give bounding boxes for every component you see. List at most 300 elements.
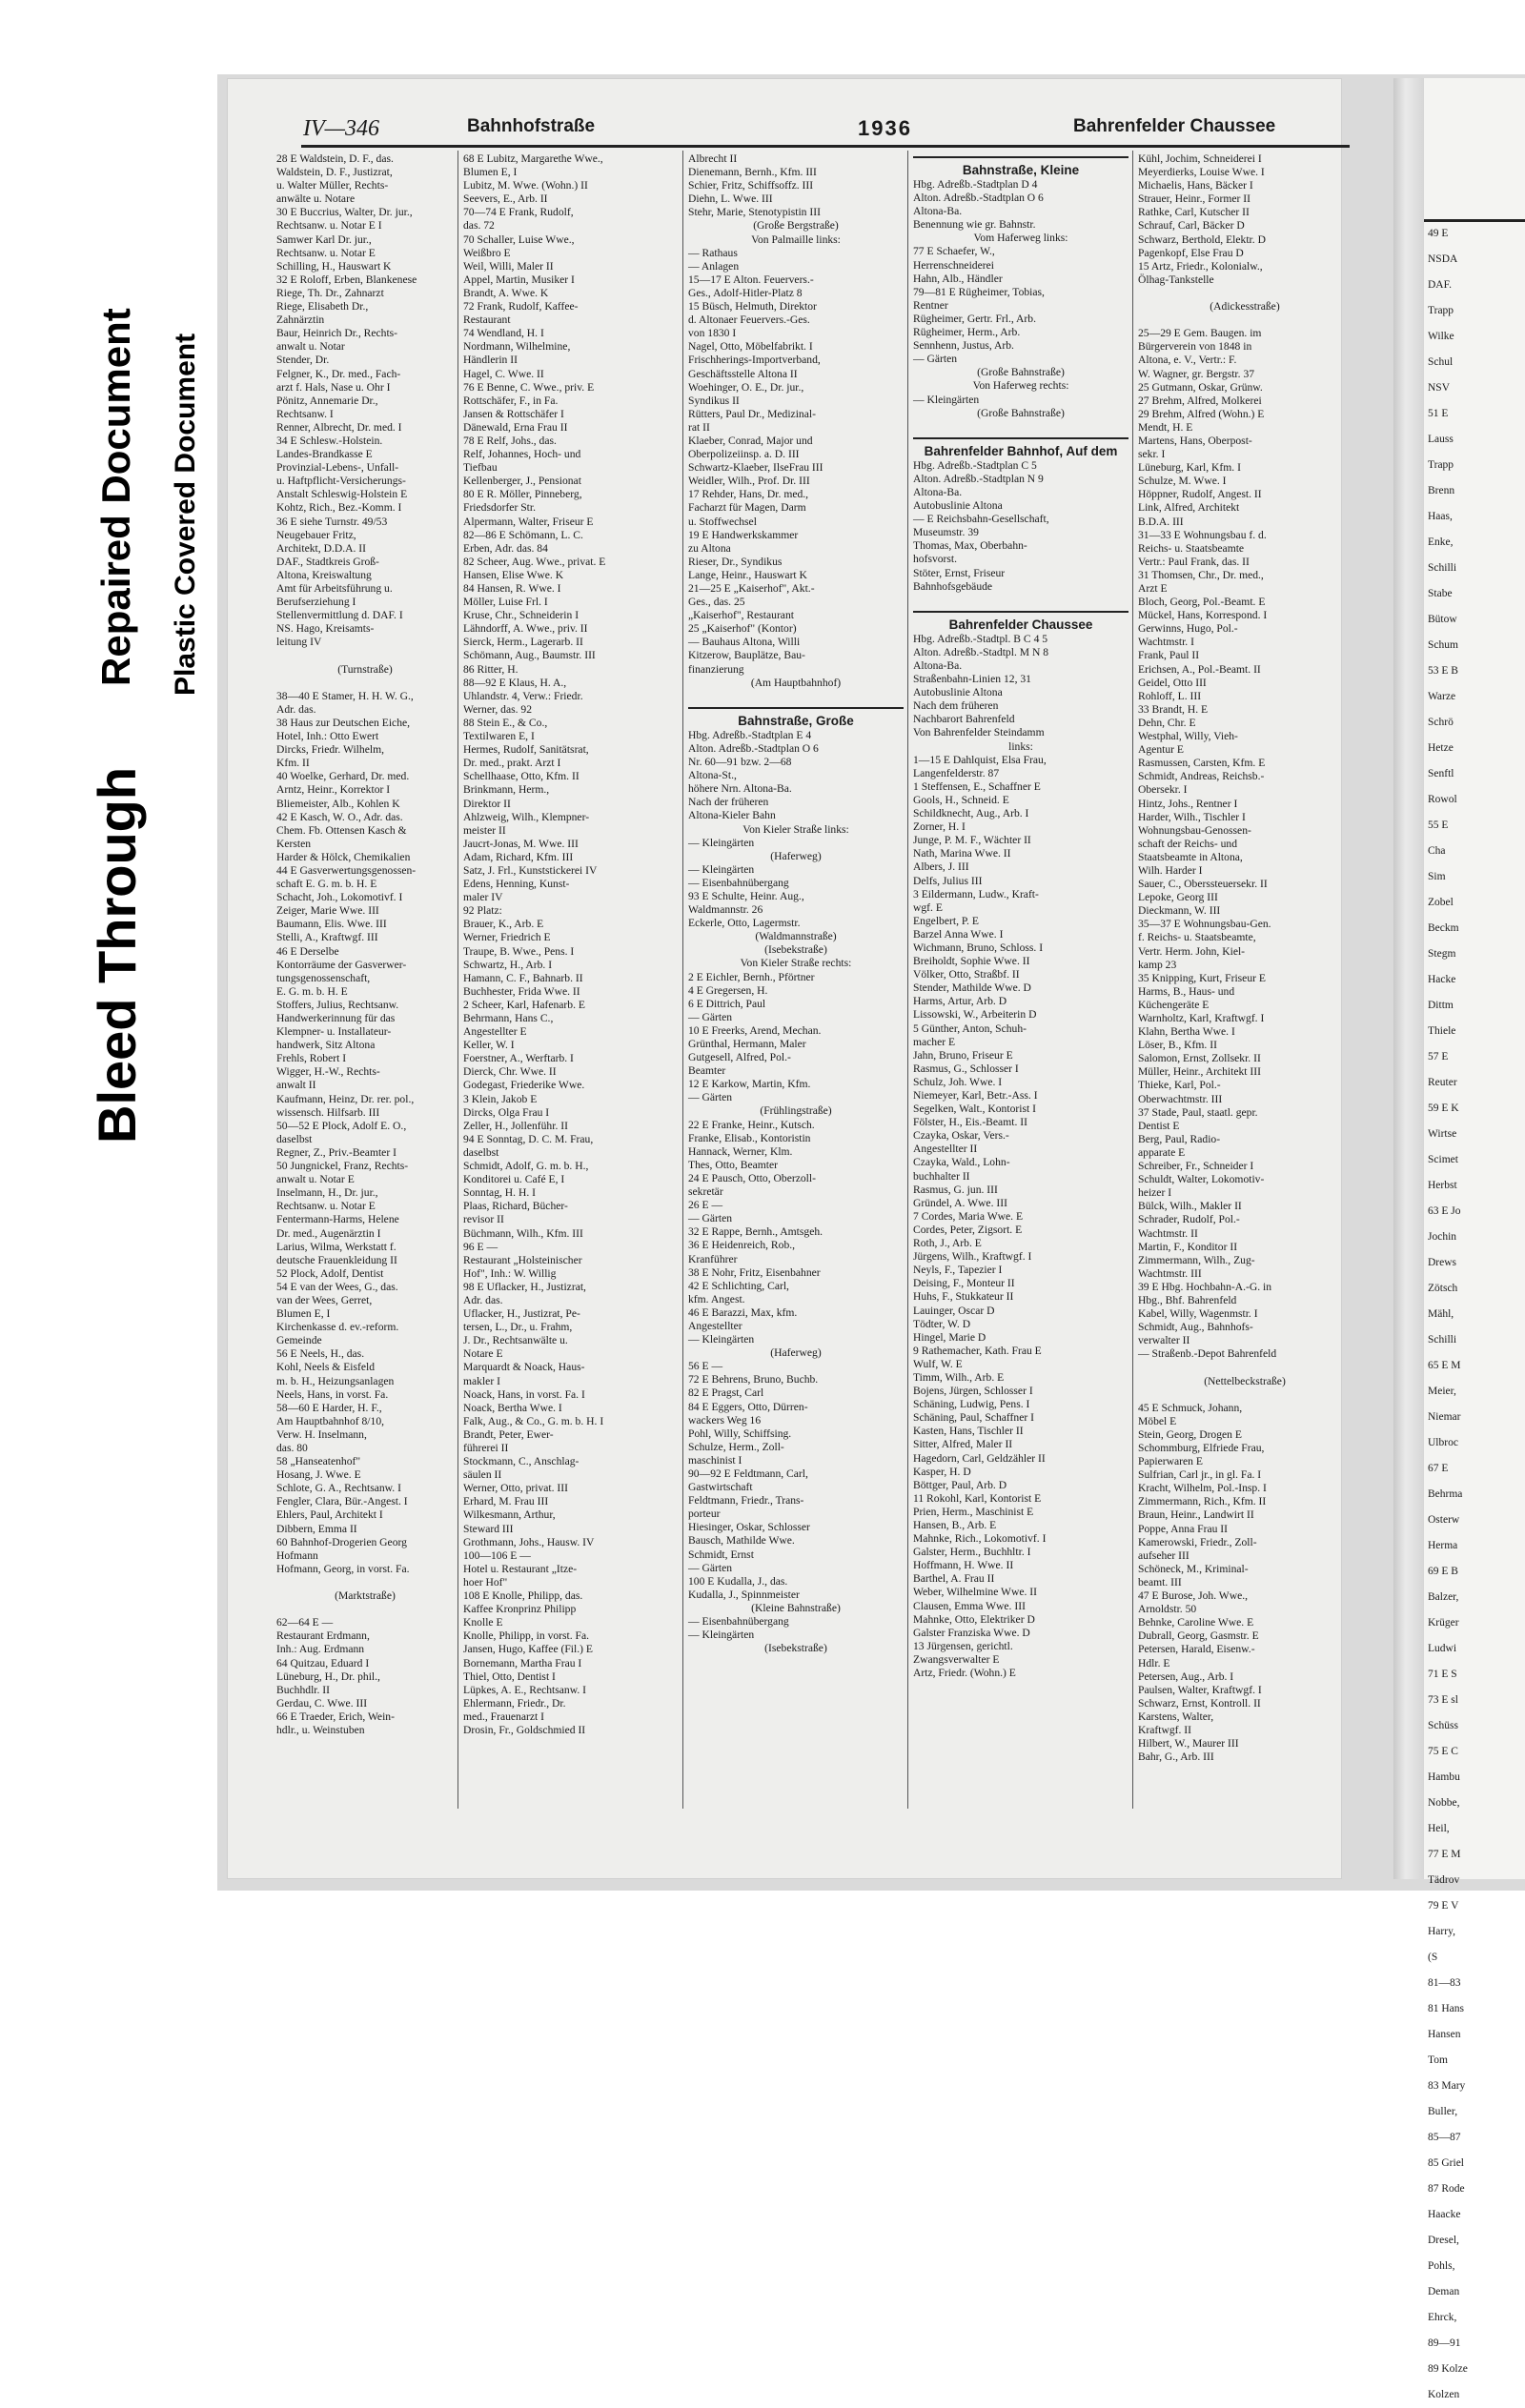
- entry-line: 62—64 E —: [276, 1616, 334, 1629]
- entry-line: — Kleingärten: [688, 1629, 755, 1642]
- entry-line: Petersen, Aug., Arb. I: [1138, 1669, 1234, 1683]
- entry-line: führerei II: [463, 1442, 509, 1454]
- entry-line: Petersen, Harald, Eisenw.-: [1138, 1643, 1255, 1656]
- entry-line: Seevers, E., Arb. II: [463, 192, 548, 206]
- entry-line: Martens, Hans, Oberpost-: [1138, 434, 1252, 447]
- entry-line: 58 „Hanseatenhof": [276, 1455, 361, 1468]
- entry-line: Pagenkopf, Else Frau D: [1138, 246, 1244, 259]
- entry-line: von 1830 I: [688, 327, 737, 340]
- facing-page-line: Warze: [1428, 691, 1456, 702]
- entry-line: 100 E Kudalla, J., das.: [688, 1574, 788, 1588]
- entry-line: — Gärten: [688, 1010, 733, 1023]
- entry-line: tersen, L., Dr., u. Frahm,: [463, 1321, 573, 1334]
- entry-line: Vom Haferweg links:: [973, 232, 1068, 245]
- entry-line: Schäning, Ludwig, Pens. I: [913, 1398, 1030, 1411]
- facing-page-line: Herma: [1428, 1540, 1458, 1551]
- entry-line: Jansen & Rottschäfer I: [463, 407, 564, 420]
- directory-column-4: [913, 152, 1128, 1811]
- entry-line: 68 E Lubitz, Margarethe Wwe.,: [463, 152, 603, 165]
- entry-line: 94 E Sonntag, D. C. M. Frau,: [463, 1132, 594, 1145]
- entry-line: 25 Gutmann, Oskar, Grünw.: [1138, 380, 1263, 394]
- entry-line: Stockmann, C., Anschlag-: [463, 1455, 580, 1468]
- facing-page-line: 69 E B: [1428, 1566, 1458, 1577]
- entry-line: Jürgens, Wilh., Kraftwgf. I: [913, 1250, 1032, 1264]
- entry-line: Larius, Wilma, Werkstatt f.: [276, 1240, 396, 1253]
- entry-line: 79—81 E Rügheimer, Tobias,: [913, 285, 1045, 298]
- entry-line: Neels, Hans, in vorst. Fa.: [276, 1387, 389, 1401]
- entry-line: (Am Hauptbahnhof): [750, 676, 842, 689]
- entry-line: Völker, Otto, Straßbf. II: [913, 968, 1020, 981]
- entry-line: Restaurant Erdmann,: [276, 1629, 370, 1643]
- facing-page-line: Wirtse: [1428, 1128, 1457, 1140]
- facing-page-line: 73 E sl: [1428, 1694, 1458, 1706]
- entry-line: Artz, Friedr. (Wohn.) E: [913, 1667, 1016, 1680]
- entry-line: Kirchenkasse d. ev.-reform.: [276, 1321, 399, 1334]
- entry-line: Kamerowski, Friedr., Zoll-: [1138, 1535, 1257, 1548]
- entry-line: Schrauf, Carl, Bäcker D: [1138, 219, 1245, 233]
- bleed-through-label: Bleed Through: [87, 766, 147, 1143]
- entry-line: Weidler, Wilh., Prof. Dr. III: [688, 475, 810, 488]
- column-divider: [682, 151, 683, 1809]
- facing-page-line: Lauss: [1428, 434, 1454, 445]
- entry-line: Hbg., Bhf. Bahrenfeld: [1138, 1293, 1237, 1306]
- entry-line: 29 Brehm, Alfred (Wohn.) E: [1138, 407, 1265, 420]
- entry-line: Falk, Aug., & Co., G. m. b. H. I: [463, 1414, 604, 1427]
- entry-line: Schildknecht, Aug., Arb. I: [913, 807, 1029, 820]
- directory-column-1: [276, 152, 454, 1811]
- entry-line: finanzierung: [688, 662, 744, 676]
- entry-line: Lähndorff, A. Wwe., priv. II: [463, 622, 588, 636]
- facing-page-line: Hetze: [1428, 742, 1454, 754]
- facing-page-line: Haacke: [1428, 2209, 1461, 2220]
- entry-line: Erben, Adr. das. 84: [463, 541, 548, 555]
- entry-line: 2 E Eichler, Bernh., Pförtner: [688, 970, 815, 983]
- entry-line: Warnholtz, Karl, Kraftwgf. I: [1138, 1012, 1265, 1024]
- entry-line: Kfm. II: [276, 757, 310, 770]
- entry-line: — Eisenbahnübergang: [688, 1615, 789, 1629]
- entry-line: Eckerle, Otto, Lagermstr.: [688, 917, 801, 930]
- entry-line: Deising, F., Monteur II: [913, 1277, 1015, 1290]
- entry-line: 25 „Kaiserhof" (Kontor): [688, 622, 797, 636]
- entry-line: [688, 690, 904, 703]
- entry-line: Bürgerverein von 1848 in: [1138, 340, 1252, 354]
- facing-page-line: Osterw: [1428, 1514, 1460, 1526]
- entry-line: Dieckmann, W. III: [1138, 904, 1221, 918]
- entry-line: „Kaiserhof", Restaurant: [688, 609, 794, 622]
- entry-line: Dr. med., prakt. Arzt I: [463, 757, 561, 770]
- entry-line: — Straßenb.-Depot Bahrenfeld: [1138, 1347, 1277, 1361]
- entry-line: Mendt, H. E: [1138, 420, 1193, 434]
- entry-line: Dubrall, Georg, Gasmstr. E: [1138, 1629, 1259, 1643]
- entry-line: Nachbarort Bahrenfeld: [913, 713, 1015, 726]
- entry-line: Geidel, Otto III: [1138, 676, 1207, 689]
- entry-line: 50—52 E Plock, Adolf E. O.,: [276, 1119, 407, 1132]
- entry-line: W. Wagner, gr. Bergstr. 37: [1138, 367, 1255, 380]
- entry-line: anwälte u. Notare: [276, 192, 356, 206]
- entry-line: Meyerdierks, Louise Wwe. I: [1138, 166, 1265, 179]
- entry-line: 54 E van der Wees, G., das.: [276, 1280, 398, 1293]
- entry-line: Hagel, C. Wwe. II: [463, 367, 544, 380]
- entry-line: rat II: [688, 420, 710, 434]
- entry-line: Breiholdt, Sophie Wwe. II: [913, 955, 1030, 968]
- entry-line: Clausen, Emma Wwe. III: [913, 1599, 1026, 1612]
- entry-line: Grünthal, Hermann, Maler: [688, 1038, 806, 1050]
- entry-line: Müller, Heinr., Architekt III: [1138, 1065, 1261, 1079]
- entry-line: [276, 677, 454, 690]
- entry-line: Sonntag, H. H. I: [463, 1186, 536, 1200]
- entry-line: Schommburg, Elfriede Frau,: [1138, 1442, 1265, 1454]
- entry-line: [1138, 1388, 1352, 1402]
- entry-line: 50 Jungnickel, Franz, Rechts-: [276, 1160, 409, 1173]
- entry-line: Schreiber, Fr., Schneider I: [1138, 1160, 1254, 1173]
- entry-line: Brinkmann, Herm.,: [463, 783, 550, 797]
- entry-line: Herrenschneiderei: [913, 258, 994, 272]
- entry-line: Wilkesmann, Arthur,: [463, 1508, 556, 1522]
- entry-line: Altona-Ba.: [913, 659, 963, 672]
- facing-page-line: Stegm: [1428, 948, 1456, 960]
- entry-line: 98 E Uflacker, H., Justizrat,: [463, 1280, 586, 1293]
- facing-page-line: 85 Griel: [1428, 2157, 1465, 2169]
- entry-line: Pohl, Willy, Schiffsing.: [688, 1427, 792, 1440]
- last-street-heading: Bahrenfelder Chaussee: [1073, 116, 1276, 136]
- entry-line: Erichsen, A., Pol.-Beamt. II: [1138, 662, 1261, 676]
- entry-line: Thomas, Max, Oberbahn-: [913, 539, 1027, 553]
- entry-line: Hansen, Elise Wwe. K: [463, 568, 564, 581]
- entry-line: Riege, Elisabeth Dr.,: [276, 300, 369, 314]
- facing-page-line: 57 E: [1428, 1051, 1449, 1062]
- entry-line: das. 80: [276, 1442, 308, 1454]
- entry-line: Kersten: [276, 837, 312, 850]
- entry-line: Adr. das.: [463, 1293, 503, 1306]
- entry-line: Syndikus II: [688, 394, 740, 407]
- entry-line: Schmidt, Adolf, G. m. b. H.,: [463, 1160, 589, 1173]
- entry-line: Schwartz, H., Arb. I: [463, 958, 553, 971]
- street-rule: [913, 437, 1128, 439]
- entry-line: 25—29 E Gem. Baugen. im: [1138, 327, 1262, 340]
- facing-page-line: Krüger: [1428, 1617, 1459, 1629]
- entry-line: (Große Bergstraße): [753, 219, 839, 233]
- entry-line: Kasten, Hans, Tischler II: [913, 1425, 1024, 1438]
- entry-line: Am Hauptbahnhof 8/10,: [276, 1414, 385, 1427]
- facing-page-line: Tom: [1428, 2054, 1448, 2066]
- entry-line: Kohl, Neels & Eisfeld: [276, 1361, 376, 1374]
- entry-line: Gründel, A. Wwe. III: [913, 1196, 1007, 1209]
- entry-line: Kühl, Jochim, Schneiderei I: [1138, 152, 1262, 165]
- entry-line: wgf. E: [913, 900, 943, 914]
- entry-line: 82 Scheer, Aug. Wwe., privat. E: [463, 555, 606, 568]
- entry-line: Büchmann, Wilh., Kfm. III: [463, 1226, 583, 1240]
- entry-line: Lubitz, M. Wwe. (Wohn.) II: [463, 179, 588, 192]
- entry-line: Papierwaren E: [1138, 1455, 1203, 1468]
- entry-line: Altona-Kieler Bahn: [688, 809, 776, 822]
- entry-line: Poppe, Anna Frau II: [1138, 1522, 1229, 1535]
- entry-line: maler IV: [463, 891, 503, 904]
- entry-line: Czayka, Oskar, Vers.-: [913, 1129, 1009, 1143]
- entry-line: Altona, e. V., Vertr.: F.: [1138, 354, 1237, 367]
- entry-line: Rechtsanw. u. Notar E: [276, 246, 376, 259]
- entry-line: Bliemeister, Alb., Kohlen K: [276, 797, 400, 810]
- entry-line: Wigger, H.-W., Rechts-: [276, 1065, 380, 1079]
- entry-line: 47 E Burose, Joh. Wwe.,: [1138, 1589, 1249, 1603]
- entry-line: Woehinger, O. E., Dr. jur.,: [688, 380, 804, 394]
- entry-line: 96 E —: [463, 1240, 498, 1253]
- entry-line: 2 Scheer, Karl, Hafenarb. E: [463, 998, 585, 1011]
- entry-line: — Anlagen: [688, 259, 740, 273]
- entry-line: Werner, das. 92: [463, 702, 533, 716]
- entry-line: Ahlzweig, Wilh., Klempner-: [463, 810, 590, 823]
- entry-line: revisor II: [463, 1213, 504, 1226]
- facing-page-line: 83 Mary: [1428, 2080, 1466, 2092]
- entry-line: Gerdau, C. Wwe. III: [276, 1696, 368, 1710]
- entry-line: hdlr., u. Weinstuben: [276, 1723, 365, 1736]
- entry-line: Werner, Otto, privat. III: [463, 1482, 568, 1495]
- entry-line: 31 Thomsen, Chr., Dr. med.,: [1138, 568, 1264, 581]
- entry-line: Stellenvermittlung d. DAF. I: [276, 609, 403, 622]
- entry-line: Friedsdorfer Str.: [463, 501, 536, 515]
- entry-line: Neugebauer Fritz,: [276, 528, 356, 541]
- facing-page-line: 89—91: [1428, 2337, 1461, 2349]
- facing-page-line: Drews: [1428, 1257, 1457, 1268]
- facing-page-line: Schul: [1428, 356, 1454, 368]
- entry-line: Kaffee Kronprinz Philipp: [463, 1603, 577, 1616]
- entry-line: Fentermann-Harms, Helene: [276, 1213, 399, 1226]
- entry-line: Rechtsanw. I: [276, 407, 334, 420]
- entry-line: 42 E Schlichting, Carl,: [688, 1279, 789, 1292]
- entry-line: Nagel, Otto, Möbelfabrikt. I: [688, 340, 813, 354]
- repaired-document-label: Repaired Document: [93, 308, 138, 686]
- facing-page-line: Cha: [1428, 845, 1446, 857]
- entry-line: (Isebekstraße): [764, 943, 827, 957]
- entry-line: schaft E. G. m. b. H. E: [276, 878, 377, 891]
- entry-line: aufseher III: [1138, 1548, 1190, 1562]
- entry-line: Jahn, Bruno, Friseur E: [913, 1048, 1013, 1062]
- facing-page-line: 79 E V: [1428, 1900, 1459, 1912]
- entry-line: Salomon, Ernst, Zollsekr. II: [1138, 1052, 1261, 1065]
- entry-line: — Kleingärten: [688, 836, 755, 849]
- entry-line: (Frühlingstraße): [760, 1104, 832, 1118]
- entry-line: Langenfelderstr. 87: [913, 766, 1000, 779]
- facing-page-line: Kolzen: [1428, 2389, 1460, 2400]
- entry-line: Zorner, H. I: [913, 820, 966, 834]
- facing-page-line: Beckm: [1428, 922, 1459, 934]
- entry-line: Feldtmann, Friedr., Trans-: [688, 1494, 804, 1508]
- entry-line: Edens, Henning, Kunst-: [463, 878, 570, 891]
- facing-page-line: Heil,: [1428, 1823, 1450, 1834]
- entry-line: 5 Günther, Anton, Schuh-: [913, 1022, 1027, 1035]
- entry-line: Weißbro E: [463, 246, 511, 259]
- entry-line: Bausch, Mathilde Wwe.: [688, 1534, 795, 1548]
- facing-page-fragment: [1424, 78, 1525, 2400]
- entry-line: Schulz, Joh. Wwe. I: [913, 1075, 1003, 1088]
- entry-line: Knolle, Philipp, in vorst. Fa.: [463, 1629, 590, 1643]
- facing-page-line: Dresel,: [1428, 2235, 1459, 2246]
- entry-line: 84 Hansen, R. Wwe. I: [463, 582, 561, 595]
- entry-line: 88 Stein E., & Co.,: [463, 716, 548, 729]
- entry-line: Fölster, H., Eis.-Beamt. II: [913, 1116, 1027, 1129]
- entry-line: Keller, W. I: [463, 1039, 515, 1052]
- book-gutter: [1393, 78, 1424, 1879]
- entry-line: Barthel, A. Frau II: [913, 1572, 995, 1586]
- entry-line: Samwer Karl Dr. jur.,: [276, 233, 372, 246]
- entry-line: Klaeber, Conrad, Major und: [688, 434, 813, 447]
- entry-line: (Isebekstraße): [764, 1642, 827, 1655]
- entry-line: Stender, Mathilde Wwe. D: [913, 981, 1031, 995]
- entry-line: Prien, Herm., Maschinist E: [913, 1505, 1034, 1518]
- entry-line: u. Stoffwechsel: [688, 515, 757, 528]
- entry-line: Hbg. Adreßb.-Stadtplan C 5: [913, 458, 1037, 472]
- entry-line: Kitzerow, Bauplätze, Bau-: [688, 649, 805, 662]
- entry-line: Stein, Georg, Drogen E: [1138, 1427, 1242, 1441]
- entry-line: meister II: [463, 823, 506, 837]
- entry-line: 86 Ritter, H.: [463, 662, 518, 676]
- entry-line: Lepoke, Georg III: [1138, 891, 1218, 904]
- entry-line: 90—92 E Feldtmann, Carl,: [688, 1467, 808, 1480]
- facing-page-line: Rowol: [1428, 794, 1457, 805]
- entry-line: 32 E Roloff, Erben, Blankenese: [276, 273, 417, 286]
- entry-line: 33 Brandt, H. E: [1138, 702, 1209, 716]
- entry-line: Hoffmann, H. Wwe. II: [913, 1559, 1014, 1572]
- entry-line: DAF., Stadtkreis Groß-: [276, 555, 379, 568]
- entry-line: Harms, B., Haus- und: [1138, 984, 1235, 998]
- facing-page-line: Stabe: [1428, 588, 1453, 599]
- entry-line: Schacht, Joh., Lokomotivf. I: [276, 891, 403, 904]
- entry-line: Sulfrian, Carl jr., in gl. Fa. I: [1138, 1468, 1262, 1482]
- entry-line: Braun, Heinr., Landwirt II: [1138, 1508, 1254, 1522]
- entry-line: Berufserziehung I: [276, 596, 356, 609]
- entry-line: Angestellter II: [913, 1143, 978, 1156]
- entry-line: Kracht, Wilhelm, Pol.-Insp. I: [1138, 1482, 1267, 1495]
- entry-line: Brandt, A. Wwe. K: [463, 286, 549, 299]
- entry-line: Hosang, J. Wwe. E: [276, 1468, 361, 1482]
- entry-line: Zahnärztin: [276, 314, 325, 327]
- entry-line: arzt f. Hals, Nase u. Ohr I: [276, 380, 391, 394]
- entry-line: Notare E: [463, 1347, 503, 1361]
- entry-line: Bahnhofsgebäude: [913, 579, 993, 593]
- entry-line: 35 Knipping, Kurt, Friseur E: [1138, 971, 1266, 984]
- entry-line: Verw. H. Inselmann,: [276, 1427, 367, 1441]
- entry-line: anwalt II: [276, 1079, 316, 1092]
- entry-line: Rügheimer, Herm., Arb.: [913, 326, 1021, 339]
- facing-page-line: 89 Kolze: [1428, 2363, 1468, 2375]
- entry-line: Baur, Heinrich Dr., Rechts-: [276, 327, 398, 340]
- entry-line: Landes-Brandkasse E: [276, 448, 373, 461]
- entry-line: Vertr.: Paul Frank, das. II: [1138, 555, 1250, 568]
- entry-line: Inselmann, H., Dr. jur.,: [276, 1186, 378, 1200]
- entry-line: Michaelis, Hans, Bäcker I: [1138, 179, 1253, 192]
- entry-line: Grothmann, Johs., Hausw. IV: [463, 1535, 595, 1548]
- entry-line: Sitter, Alfred, Maler II: [913, 1438, 1013, 1451]
- entry-line: u. Walter Müller, Rechts-: [276, 179, 389, 192]
- entry-line: 39 E Hbg. Hochbahn-A.-G. in: [1138, 1280, 1272, 1293]
- entry-line: 22 E Franke, Heinr., Kutsch.: [688, 1118, 815, 1131]
- entry-line: Dircks, Friedr. Wilhelm,: [276, 743, 384, 757]
- entry-line: Alton. Adreßb.-Stadtplan N 9: [913, 472, 1044, 485]
- entry-line: Noack, Bertha Wwe. I: [463, 1401, 562, 1414]
- entry-line: [913, 420, 1128, 434]
- facing-page-line: 81 Hans: [1428, 2003, 1465, 2014]
- entry-line: 6 E Dittrich, Paul: [688, 997, 766, 1010]
- entry-line: verwalter II: [1138, 1334, 1190, 1347]
- entry-line: Oberpolizeiinsp. a. D. III: [688, 448, 800, 461]
- entry-line: Schmidt, Andreas, Reichsb.-: [1138, 770, 1265, 783]
- entry-line: Werner, Friedrich E: [463, 931, 551, 944]
- facing-page-line: 67 E: [1428, 1463, 1449, 1474]
- entry-line: Küchengeräte E: [1138, 998, 1210, 1011]
- entry-line: 108 E Knolle, Philipp, das.: [463, 1589, 583, 1603]
- entry-line: Hilbert, W., Maurer III: [1138, 1737, 1239, 1750]
- entry-line: Mückel, Hans, Korrespond. I: [1138, 609, 1268, 622]
- entry-line: 12 E Karkow, Martin, Kfm.: [688, 1078, 811, 1091]
- facing-page-line: 85—87: [1428, 2132, 1461, 2143]
- entry-line: schaft der Reichs- und: [1138, 837, 1237, 850]
- entry-line: Alpermann, Walter, Friseur E: [463, 515, 594, 528]
- entry-line: Altona-Ba.: [913, 485, 963, 498]
- entry-line: Schwarz, Ernst, Kontroll. II: [1138, 1696, 1261, 1710]
- entry-line: 42 E Kasch, W. O., Adr. das.: [276, 810, 403, 823]
- entry-line: Dircks, Olga Frau I: [463, 1105, 550, 1119]
- entry-line: 15 Büsch, Helmuth, Direktor: [688, 300, 817, 314]
- entry-line: Harder & Hölck, Chemikalien: [276, 850, 411, 863]
- entry-line: Schellhaase, Otto, Kfm. II: [463, 770, 580, 783]
- facing-page-line: Mähl,: [1428, 1308, 1454, 1320]
- entry-line: 34 E Schlesw.-Holstein.: [276, 434, 383, 447]
- entry-line: Godegast, Friederike Wwe.: [463, 1079, 585, 1092]
- entry-line: höhere Nrn. Altona-Ba.: [688, 782, 792, 796]
- entry-line: Lüneburg, H., Dr. phil.,: [276, 1669, 380, 1683]
- entry-line: Frank, Paul II: [1138, 649, 1200, 662]
- entry-line: (Nettelbeckstraße): [1204, 1374, 1286, 1387]
- entry-line: Direktor II: [463, 797, 511, 810]
- entry-line: Waldstein, D. F., Justizrat,: [276, 166, 393, 179]
- entry-line: NS. Hago, Kreisamts-: [276, 622, 375, 636]
- entry-line: Kohtz, Rich., Bez.-Komm. I: [276, 501, 402, 515]
- entry-line: 36 E Heidenreich, Rob.,: [688, 1239, 796, 1252]
- entry-line: Franke, Elisab., Kontoristin: [688, 1131, 811, 1144]
- entry-line: Plaas, Richard, Bücher-: [463, 1200, 568, 1213]
- entry-line: Brandt, Peter, Ewer-: [463, 1427, 554, 1441]
- facing-page-line: Enke,: [1428, 536, 1454, 548]
- entry-line: 7 Cordes, Maria Wwe. E: [913, 1209, 1024, 1223]
- entry-line: 38—40 E Stamer, H. H. W. G.,: [276, 689, 414, 702]
- entry-line: Altona-St.,: [688, 769, 737, 782]
- entry-line: Sauer, C., Oberssteuersekr. II: [1138, 878, 1268, 891]
- facing-page-line: Trapp: [1428, 305, 1454, 316]
- entry-line: sekr. I: [1138, 448, 1166, 461]
- entry-line: Bülck, Wilh., Makler II: [1138, 1200, 1242, 1213]
- entry-line: Tiefbau: [463, 461, 498, 475]
- entry-line: Straßenbahn-Linien 12, 31: [913, 673, 1031, 686]
- entry-line: Kranführer: [688, 1252, 738, 1265]
- entry-line: (Große Bahnstraße): [977, 406, 1065, 419]
- entry-line: 28 E Waldstein, D. F., das.: [276, 152, 394, 165]
- entry-line: 45 E Schmuck, Johann,: [1138, 1401, 1243, 1414]
- entry-line: das. 72: [463, 219, 495, 233]
- entry-line: Textilwaren E, I: [463, 730, 535, 743]
- facing-page-line: Brenn: [1428, 485, 1455, 496]
- entry-line: Rathke, Carl, Kutscher II: [1138, 206, 1250, 219]
- entry-line: Lissowski, W., Arbeiterin D: [913, 1008, 1037, 1022]
- entry-line: 26 E —: [688, 1199, 723, 1212]
- entry-line: [276, 1576, 454, 1589]
- entry-line: 36 E siehe Turnstr. 49/53: [276, 515, 388, 528]
- entry-line: van der Wees, Gerret,: [276, 1293, 373, 1306]
- entry-line: Böttger, Paul, Arb. D: [913, 1478, 1007, 1491]
- facing-page-line: 71 E S: [1428, 1669, 1457, 1680]
- entry-line: Bahr, G., Arb. III: [1138, 1750, 1214, 1764]
- entry-line: Gerwinns, Hugo, Pol.-: [1138, 622, 1238, 636]
- entry-line: Drosin, Fr., Goldschmied II: [463, 1723, 586, 1736]
- street-heading: Bahrenfelder Chaussee: [948, 617, 1093, 632]
